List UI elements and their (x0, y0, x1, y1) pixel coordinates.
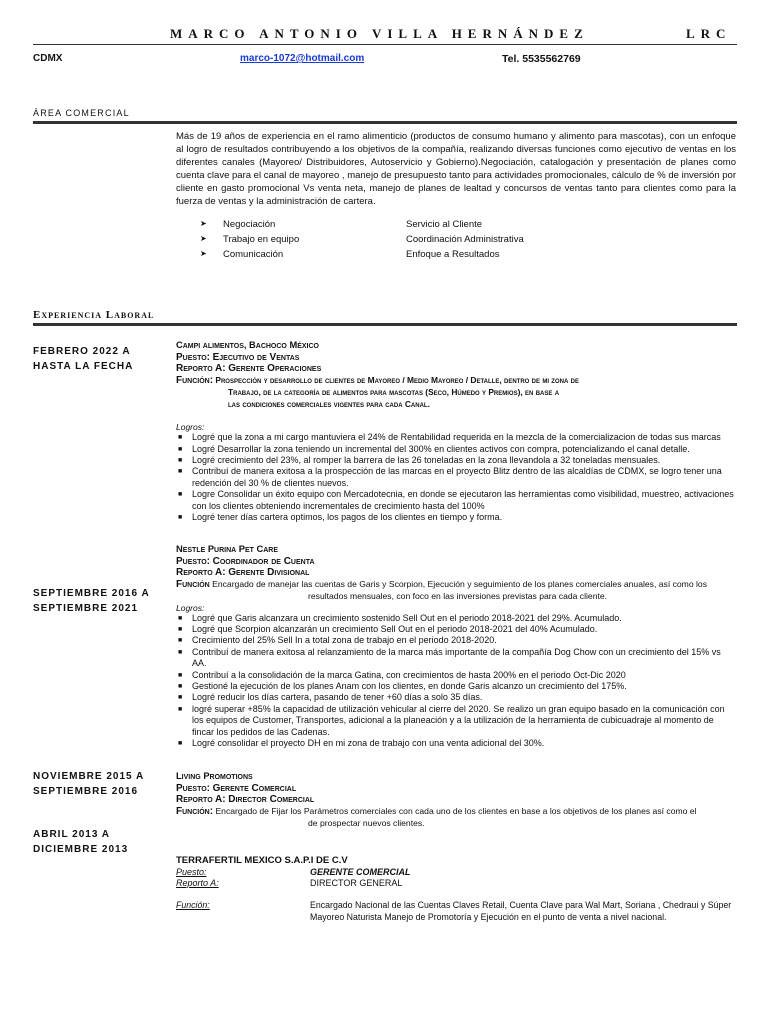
achievements-list (176, 613, 736, 750)
label: Función: (176, 900, 210, 910)
skill: Coordinación Administrativa (406, 234, 524, 245)
date-end: HASTA LA FECHA (33, 361, 134, 372)
list-item: ■ Logré tener días cartera optimos, los pagos de los clientes en tiempo y forma. (176, 512, 736, 523)
email-link[interactable]: marco-1072@hotmail.com (240, 53, 365, 64)
function-text: Encargado de manejar las cuentas de Garis y Scorpion, Ejecución y seguimiento de los planes comerciales anuales, así como los (212, 579, 707, 590)
label: Función: (176, 375, 214, 387)
date-end: SEPTIEMBRE 2016 (33, 786, 139, 797)
job-entry (176, 544, 736, 749)
arrow-icon: ➤ (200, 234, 207, 243)
date-start: NOVIEMBRE 2015 A (33, 771, 145, 782)
function-text: Mayoreo Naturista Manejo de Promotoría y Ejecución en el punto de venta a nivel nacional. (310, 912, 667, 922)
job-entry (176, 855, 736, 929)
skill-row (200, 234, 600, 249)
skill-row (200, 249, 600, 264)
label: Puesto: (176, 555, 210, 567)
company-name: Nestle Purina Pet Care (176, 544, 279, 554)
skill: Servicio al Cliente (406, 219, 483, 230)
list-item: ■ Crecimiento del 25% Sell In a total zona de trabajo en el periodo 2018-2020. (176, 635, 736, 646)
date-start: ABRIL 2013 A (33, 829, 111, 840)
label: Reporto A: (176, 363, 226, 375)
skill-row (200, 219, 600, 234)
label: Reporto A: (176, 794, 226, 806)
list-item: ■ Logré crecimiento del 23%, al romper la barrera de las 26 toneladas en la zona llevandola a 32 toneladas mensuales. (176, 455, 736, 466)
job-title: GERENTE COMERCIAL (310, 867, 411, 877)
job-dates (33, 769, 144, 799)
reports-to: Gerente Divisional (228, 567, 310, 579)
label: Puesto: (176, 351, 210, 363)
arrow-icon: ➤ (200, 249, 207, 258)
job-dates (33, 586, 150, 616)
function-text: las condiciones comerciales vigentes para cada Canal. (228, 398, 430, 409)
list-item: ■ Logré consolidar el proyecto DH en mi zona de trabajo con una venta adicional del 30%. (176, 738, 736, 749)
reports-to: DIRECTOR GENERAL (310, 878, 403, 888)
phone: Tel. 5535562769 (502, 53, 581, 65)
skills-list (200, 219, 600, 264)
function-text: resultados mensuales, con foco en las inversiones previstas para cada cliente. (308, 590, 608, 601)
achievements-label: Logros: (176, 602, 205, 613)
date-start: SEPTIEMBRE 2016 A (33, 588, 150, 599)
list-item: ■ Contribuí a la consolidación de la marca Gatina, con crecimientos de hasta 200% en el periodo Oct-Dic 2020 (176, 670, 736, 681)
section-divider (33, 323, 737, 326)
function-text: Trabajo, de la categoría de alimentos para mascotas (Seco, Húmedo y Premios), en base a (228, 386, 560, 397)
label: Reporto A: (176, 878, 219, 888)
section-divider (33, 121, 737, 124)
job-title: Coordinador de Cuenta (212, 555, 315, 567)
company-name: TERRAFERTIL MEXICO S.A.P.I DE C.V (176, 855, 348, 866)
candidate-name: MARCO ANTONIO VILLA HERNÁNDEZ (170, 26, 589, 41)
list-item: ■ Logre Consolidar un éxito equipo con Mercadotecnia, en donde se ejecutaron las herramientas como visibilidad, muestreo, activaciones con los clientes obteniendo incrementales de crecimiento hasta del 100% (176, 489, 736, 512)
label: Reporto A: (176, 567, 226, 579)
function-text: Prospección y desarrollo de clientes de Mayoreo / Medio Mayoreo / Detalle, dentro de mi zona de (215, 375, 579, 386)
list-item: ■ Logré que Garis alcanzara un crecimiento sostenido Sell Out en el periodo 2018-2021 del 29%. Acumulado. (176, 613, 736, 624)
list-item: ■ Logré que la zona a mi cargo mantuviera el 24% de Rentabilidad requerida en la mezcla de la comercializacion de todas sus marcas (176, 432, 736, 443)
skill: Trabajo en equipo (223, 234, 300, 245)
list-item: ■ Logré Desarrollar la zona teniendo un incremental del 300% en clientes activos con compra, potencializando el canal detalle. (176, 444, 736, 455)
date-start: FEBRERO 2022 A (33, 346, 131, 357)
list-item: ■ Gestioné la ejecución de los planes Anam con los clientes, en donde Garis alcanzo un crecimiento del 175%. (176, 681, 736, 692)
list-item: ■ Logré que Scorpion alcanzarán un crecimiento Sell Out en el periodo 2018-2021 del 40% Acumulado. (176, 624, 736, 635)
skill: Enfoque a Resultados (406, 249, 500, 260)
achievements-list (176, 432, 736, 523)
label: Función: (176, 806, 214, 818)
label: Función (176, 579, 210, 591)
header-initials: LRC (686, 26, 732, 41)
skill: Negociación (223, 219, 276, 230)
function-text: de prospectar nuevos clientes. (308, 817, 425, 828)
header-divider (33, 44, 737, 45)
job-title: Gerente Comercial (212, 782, 297, 794)
list-item: ■ Contribuí de manera exitosa al relanzamiento de la marca más importante de la compañía Dog Chow con un crecimiento del 15% vs AA. (176, 647, 736, 670)
label: Puesto: (176, 782, 210, 794)
list-item: ■ Logré reducir los días cartera, pasando de tener +60 días a solo 35 días. (176, 692, 736, 703)
job-entry (176, 771, 736, 830)
label: Puesto: (176, 867, 207, 877)
summary-paragraph: Más de 19 años de experiencia en el ramo alimenticio (productos de consumo humano y alimento para mascotas), con un enfoque al logro de resultados contribuyendo a los objetivos de la compañía, realizando diversas funciones como ejecutivo de ventas en los diferentes canales (Mayoreo/ Distribuidores, Autoservicio y Gobierno).Negociación, catalogación y presentación de planes como cuenta clave para el canal de mayoreo , manejo de presupuesto tanto para actividades promocionales, cálculo de % de inversión por cliente en gasto promocional Vs venta neta, manejo de planes de lealtad y concursos de ventas tanto para clientes como para la fuerza de ventas y la administración de cartera. (176, 131, 736, 207)
job-title: Ejecutivo de Ventas (212, 351, 300, 363)
list-item: ■ logré superar +85% la capacidad de utilización vehicular al cierre del 2020. Se realizo un gran equipo basado en la comunicación con los equipos de Customer, Transportes, adicional a la planeación y a la utilización de la herramienta de cubicuadraje al momento de fincar los pedidos de las Cadenas. (176, 704, 736, 738)
reports-to: Gerente Operaciones (228, 363, 322, 375)
job-entry (176, 340, 736, 523)
job-dates (33, 827, 128, 857)
arrow-icon: ➤ (200, 219, 207, 228)
function-text: Encargado de Fijar los Parámetros comerciales con cada uno de los clientes en base a los objetivos de los planes así como el (215, 806, 697, 817)
city: CDMX (33, 53, 63, 64)
job-dates (33, 344, 133, 374)
achievements-label: Logros: (176, 422, 205, 433)
reports-to: Director Comercial (228, 794, 315, 806)
company-name: Campi alimentos, Bachoco México (176, 340, 319, 350)
date-end: DICIEMBRE 2013 (33, 844, 129, 855)
section-title-area: ÁREA COMERCIAL (33, 108, 130, 118)
section-title-experience: Experiencia Laboral (33, 309, 155, 321)
company-name: Living Promotions (176, 771, 253, 781)
date-end: SEPTIEMBRE 2021 (33, 603, 139, 614)
function-text: Encargado Nacional de las Cuentas Claves Retail, Cuenta Clave para Wal Mart, Soriana , Chedraui y Súper (310, 900, 732, 910)
skill: Comunicación (223, 249, 284, 260)
list-item: ■ Contribuí de manera exitosa a la prospección de las marcas en el proyecto Blitz dentro de las alcaldías de CDMX, se logro tener una redención del 30 % de clientes nuevos. (176, 466, 736, 489)
